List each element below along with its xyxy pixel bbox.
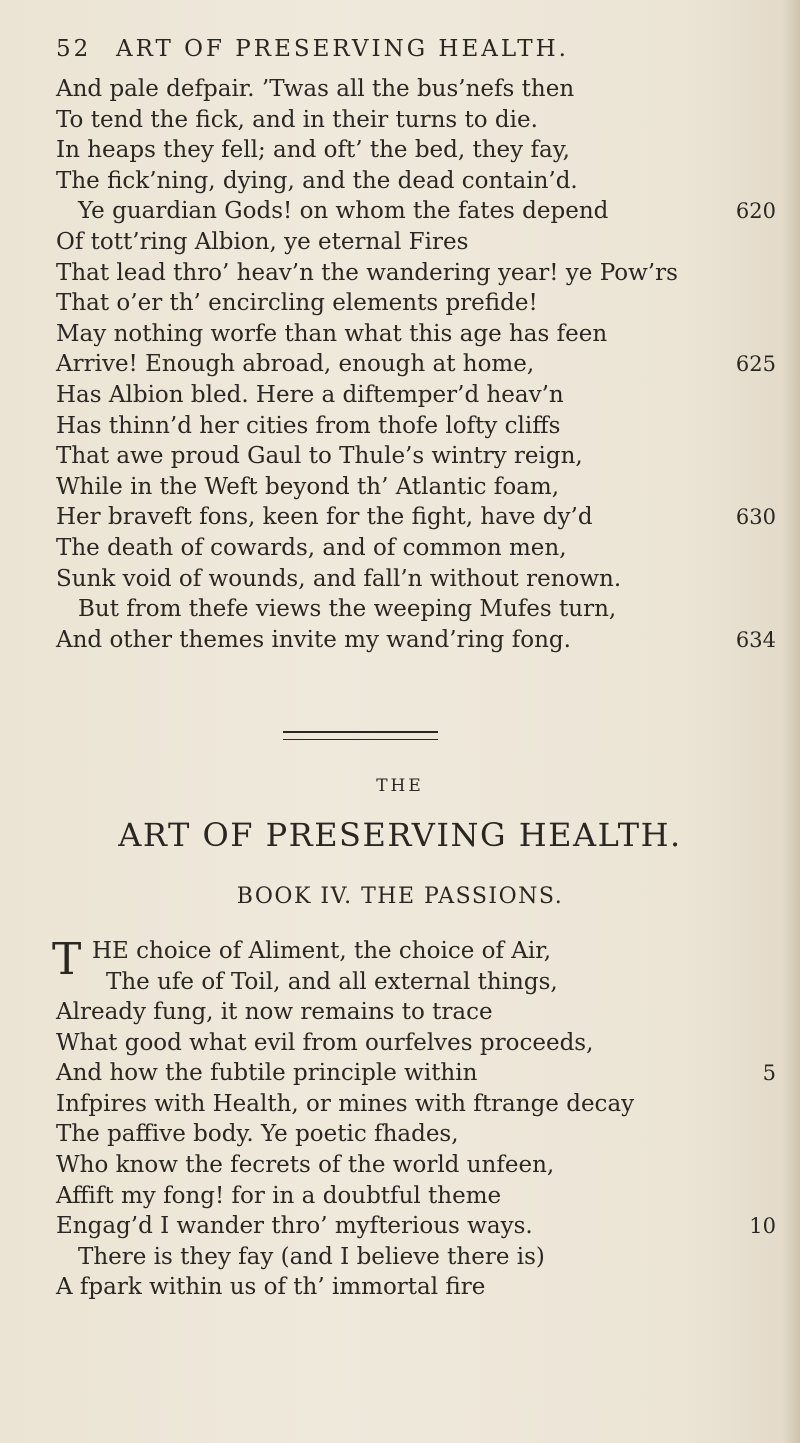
verse-line [56,227,776,258]
verse-line [56,258,776,289]
verse-line [56,349,776,380]
verse-line [56,1119,776,1150]
verse-line-text: Has thinn’d her cities from thofe lofty cliffs [56,412,561,439]
line-number: 5 [762,1061,776,1086]
line-number: 10 [749,1214,776,1239]
verse-block-bottom [56,997,776,1303]
verse-line [56,997,776,1028]
verse-line-text: The death of cowards, and of common men, [56,534,567,561]
verse-line-text: Already fung, it now remains to trace [56,999,493,1025]
verse-line [56,105,776,136]
verse-line-text: In heaps they fell; and oft’ the bed, they fay, [56,137,570,164]
line-number: 625 [735,352,776,377]
verse-line [56,472,776,503]
verse-line-text: Ye guardian Gods! on whom the fates depend [78,198,609,225]
section-title: ART OF PRESERVING HEALTH. [118,816,682,854]
verse-line [56,625,776,656]
verse-line [56,196,776,227]
verse-line [56,533,776,564]
verse-line [56,1028,776,1059]
verse-line-text: Sunk void of wounds, and fall’n without renown. [56,565,622,592]
verse-line [56,1242,776,1273]
verse-line-text: While in the Weft beyond th’ Atlantic foam, [56,473,560,500]
verse-line-text: There is they fay (and I believe there is) [78,1243,545,1270]
verse-line-text: May nothing worfe than what this age has feen [56,320,608,347]
verse-line-text: Arrive! Enough abroad, enough at home, [56,351,535,378]
verse-line-text: Of tott’ring Albion, ye eternal Fires [56,228,469,255]
verse-line-text: Engag’d I wander thro’ myfterious ways. [56,1213,533,1240]
verse-line-text: What good what evil from ourfelves proceeds, [56,1029,594,1056]
verse-line-text: That awe proud Gaul to Thule’s wintry reign, [56,443,583,470]
verse-line-text: Infpires with Health, or mines with ftrange decay [56,1090,635,1117]
section-divider-rule [283,731,438,740]
verse-line [56,502,776,533]
verse-line [56,411,776,442]
verse-line: The ufe of Toil, and all external things, [106,968,558,995]
verse-line-text: The paffive body. Ye poetic fhades, [56,1121,459,1148]
verse-line-text: Who know the fecrets of the world unfeen, [56,1151,555,1178]
verse-line [56,1058,776,1089]
verse-line [56,1272,776,1303]
verse-block-opening [56,936,776,997]
verse-line-text: To tend the fick, and in their turns to die. [56,106,538,133]
verse-line [56,594,776,625]
verse-line-text: That o’er th’ encircling elements prefide! [56,290,538,317]
section-the: THE [376,776,424,796]
line-number: 620 [735,199,776,224]
verse-line [56,319,776,350]
verse-line [56,1181,776,1212]
verse-line [56,1089,776,1120]
line-number: 634 [735,627,776,652]
verse-line [56,74,776,105]
line-number: 630 [735,505,776,530]
verse-line: HE choice of Aliment, the choice of Air, [92,938,552,964]
verse-line-text: A fpark within us of th’ immortal fire [56,1274,486,1301]
verse-line [56,166,776,197]
verse-line-text: But from thefe views the weeping Mufes turn, [78,596,617,623]
verse-block-top [56,74,776,655]
page-number: 52 [56,36,92,62]
verse-line-text: Has Albion bled. Here a diftemper’d heav’n [56,381,564,408]
verse-line [56,441,776,472]
verse-line-text: And pale defpair. ’Twas all the bus’nefs then [56,76,575,102]
verse-line-text: The fick’ning, dying, and the dead contain’d. [56,167,578,194]
verse-line-text: And how the fubtile principle within [56,1060,478,1087]
verse-line-text: And other themes invite my wand’ring fong. [56,626,571,653]
verse-line [56,1150,776,1181]
drop-cap: T [52,934,82,985]
verse-line [56,1211,776,1242]
verse-line [56,288,776,319]
book-heading: BOOK IV. THE PASSIONS. [236,884,564,909]
verse-line-text: That lead thro’ heav’n the wandering year! ye Pow’rs [56,259,678,286]
verse-line-text: Affift my fong! for in a doubtful theme [56,1182,502,1209]
running-title: ART OF PRESERVING HEALTH. [116,36,569,62]
verse-line [56,380,776,411]
verse-line-text: Her braveft fons, keen for the fight, have dy’d [56,504,593,531]
verse-line [56,564,776,595]
page-edge-shadow [782,0,800,1443]
verse-line [56,135,776,166]
